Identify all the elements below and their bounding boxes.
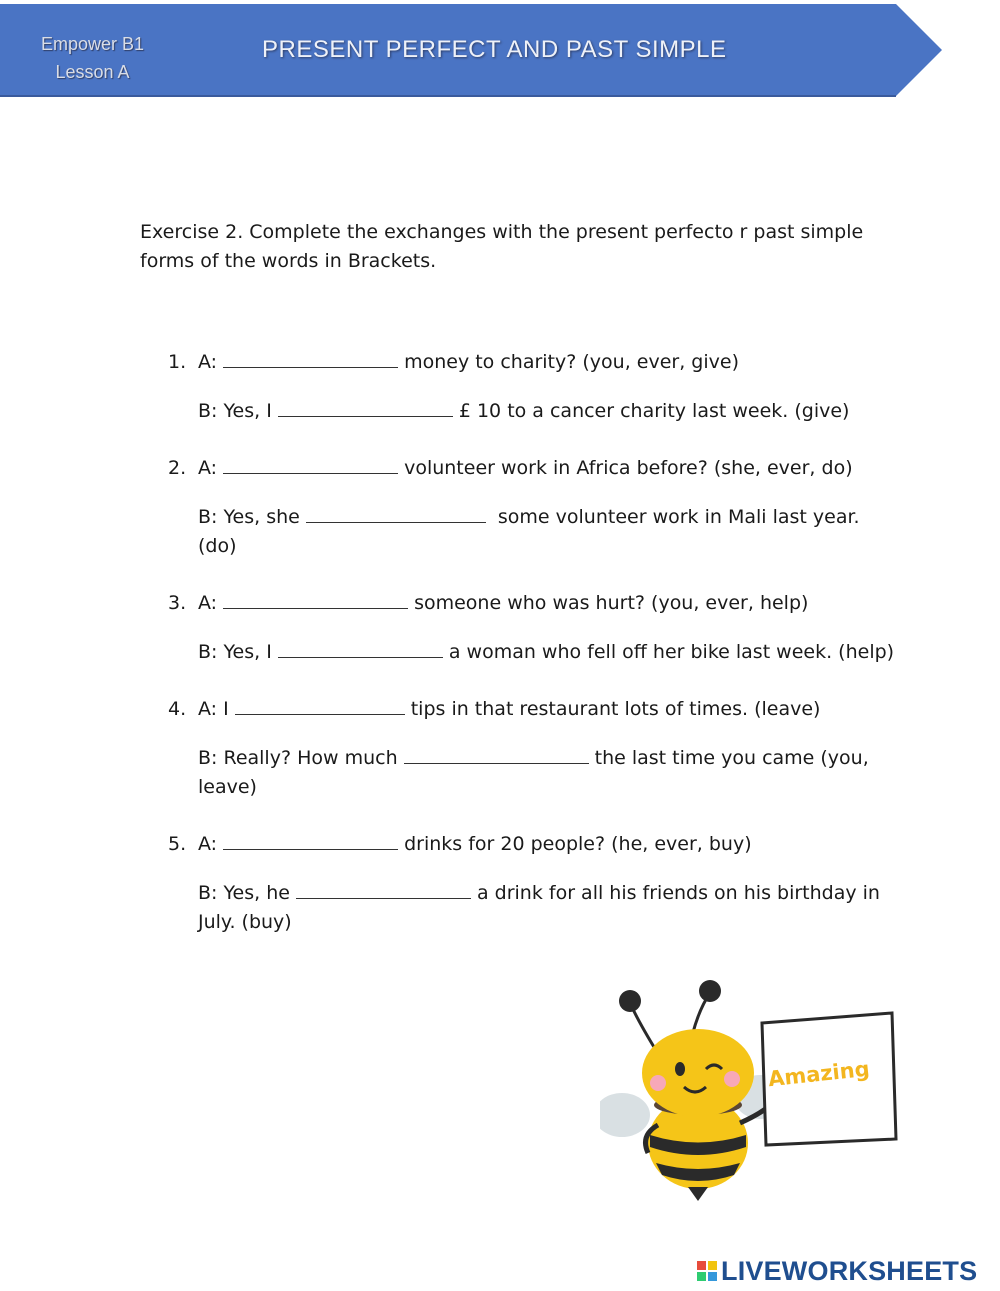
b-text: some volunteer work in Mali last year. (do) <box>198 506 860 557</box>
exercise-list <box>168 348 898 965</box>
b-prefix: B: Yes, he <box>198 882 290 904</box>
bee-mascot-illustration <box>600 975 910 1205</box>
exercise-item-1 <box>168 348 898 426</box>
a-prefix: A: <box>198 833 218 855</box>
a-prefix: A: I <box>198 698 229 720</box>
a-prefix: A: <box>198 351 218 373</box>
b-text: £ 10 to a cancer charity last week. (give) <box>458 400 850 422</box>
answer-blank-4a[interactable] <box>235 696 405 715</box>
question-a <box>168 348 898 377</box>
course-name: Empower B1 <box>40 34 145 54</box>
answer-blank-2b[interactable] <box>306 504 486 523</box>
answer-blank-3b[interactable] <box>278 639 443 658</box>
question-a <box>168 454 898 483</box>
b-text: a drink for all his friends on his birthday in July. (buy) <box>198 882 880 933</box>
item-number: 3. <box>168 592 187 614</box>
answer-b <box>168 503 898 561</box>
logo-wordmark: LIVEWORKSHEETS <box>721 1255 978 1286</box>
answer-blank-5a[interactable] <box>223 831 398 850</box>
b-text: a woman who fell off her bike last week. (help) <box>448 641 895 663</box>
question-a <box>168 830 898 859</box>
a-text: money to charity? (you, ever, give) <box>404 351 739 373</box>
a-text: someone who was hurt? (you, ever, help) <box>414 592 809 614</box>
answer-b <box>168 638 898 667</box>
header-banner <box>0 0 1000 100</box>
b-text: the last time you came (you, leave) <box>198 747 869 798</box>
b-prefix: B: Yes, I <box>198 400 272 422</box>
exercise-item-4 <box>168 695 898 802</box>
item-number: 4. <box>168 698 187 720</box>
a-text: tips in that restaurant lots of times. (leave) <box>410 698 821 720</box>
answer-blank-4b[interactable] <box>404 745 589 764</box>
question-a <box>168 695 898 724</box>
sign-text: Amazing <box>767 1056 871 1092</box>
liveworksheets-logo <box>697 1254 977 1288</box>
a-prefix: A: <box>198 457 218 479</box>
item-number: 2. <box>168 457 187 479</box>
answer-b <box>168 397 898 426</box>
exercise-instructions: Exercise 2. Complete the exchanges with the present perfecto r past simple forms of the words in Brackets. <box>140 221 864 272</box>
answer-blank-1a[interactable] <box>223 349 398 368</box>
answer-blank-3a[interactable] <box>223 590 408 609</box>
item-number: 1. <box>168 351 187 373</box>
answer-b <box>168 744 898 802</box>
b-prefix: B: Yes, I <box>198 641 272 663</box>
exercise-item-5 <box>168 830 898 937</box>
course-label <box>20 30 165 86</box>
exercise-item-3 <box>168 589 898 667</box>
answer-blank-1b[interactable] <box>278 398 453 417</box>
question-a <box>168 589 898 618</box>
item-number: 5. <box>168 833 187 855</box>
exercise-item-2 <box>168 454 898 561</box>
a-prefix: A: <box>198 592 218 614</box>
lesson-name: Lesson A <box>55 62 130 82</box>
b-prefix: B: Yes, she <box>198 506 300 528</box>
b-prefix: B: Really? How much <box>198 747 398 769</box>
liveworksheets-logo-icon <box>697 1261 717 1281</box>
answer-blank-5b[interactable] <box>296 880 471 899</box>
a-text: drinks for 20 people? (he, ever, buy) <box>404 833 752 855</box>
answer-blank-2a[interactable] <box>223 455 398 474</box>
a-text: volunteer work in Africa before? (she, ever, do) <box>404 457 853 479</box>
answer-b <box>168 879 898 937</box>
page-title: PRESENT PERFECT AND PAST SIMPLE <box>262 36 727 63</box>
